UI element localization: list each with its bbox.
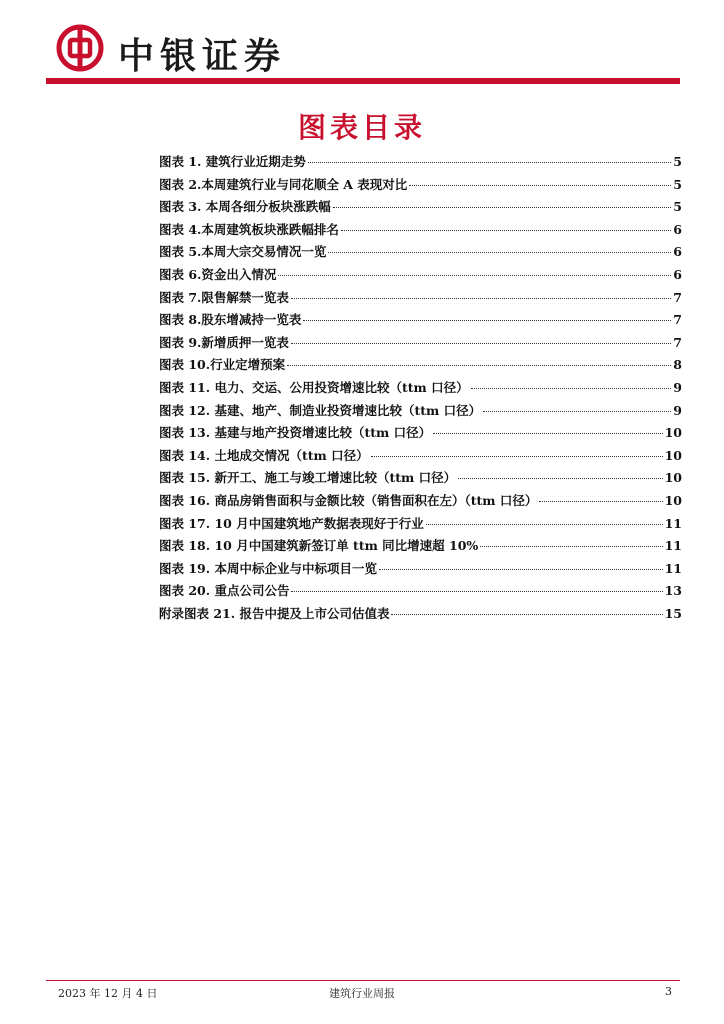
toc-dot-leader — [308, 162, 672, 163]
toc-entry-label[interactable]: 图表 2.本周建筑行业与同花顺全 A 表现对比 — [159, 176, 408, 192]
toc-entry-page[interactable]: 11 — [664, 515, 682, 531]
header-rule — [46, 78, 680, 84]
toc-entry[interactable] — [159, 242, 682, 265]
toc-entry-page[interactable]: 11 — [664, 560, 682, 576]
footer-date: 2023 年 12 月 4 日 — [58, 987, 158, 1000]
toc-dot-leader — [291, 591, 662, 592]
toc-entry[interactable] — [159, 175, 682, 198]
toc-entry[interactable] — [159, 310, 682, 333]
page-title: 图表目录 — [297, 111, 426, 144]
toc-entry-label[interactable]: 图表 1. 建筑行业近期走势 — [159, 154, 306, 169]
toc-entry-label[interactable]: 图表 6.资金出入情况 — [159, 266, 277, 282]
toc-entry-label[interactable]: 图表 4.本周建筑板块涨跌幅排名 — [159, 221, 339, 237]
toc-entry[interactable] — [159, 152, 682, 175]
toc-entry-label[interactable]: 图表 16. 商品房销售面积与金额比较（销售面积在左）（ttm 口径） — [159, 492, 538, 508]
toc-entry-label[interactable]: 图表 19. 本周中标企业与中标项目一览 — [159, 560, 377, 576]
toc-entry[interactable] — [159, 378, 682, 401]
toc-dot-leader — [278, 275, 671, 276]
toc-dot-leader — [391, 614, 662, 615]
toc-entry-page[interactable]: 10 — [664, 425, 682, 441]
toc-entry-label[interactable]: 图表 17. 10 月中国建筑地产数据表现好于行业 — [159, 515, 424, 531]
toc-entry-label[interactable]: 图表 12. 基建、地产、制造业投资增速比较（ttm 口径） — [159, 402, 482, 418]
toc-entry-label[interactable]: 图表 13. 基建与地产投资增速比较（ttm 口径） — [159, 425, 432, 441]
toc-entry-label[interactable]: 图表 7.限售解禁一览表 — [159, 289, 289, 305]
toc-entry-page[interactable]: 6 — [673, 244, 682, 260]
toc-entry-page[interactable]: 5 — [673, 176, 682, 192]
toc-dot-leader — [539, 501, 662, 502]
toc-dot-leader — [471, 388, 672, 389]
toc-entry-label[interactable]: 图表 10.行业定增预案 — [159, 357, 286, 373]
toc-dot-leader — [341, 230, 671, 231]
toc-entry-page[interactable]: 7 — [673, 312, 682, 328]
toc-entry-page[interactable]: 9 — [673, 402, 682, 418]
toc-entry[interactable] — [159, 333, 682, 356]
toc-entry[interactable] — [159, 423, 682, 446]
toc-dot-leader — [291, 298, 671, 299]
table-of-contents — [159, 152, 682, 626]
toc-entry-label[interactable]: 图表 8.股东增减持一览表 — [159, 312, 302, 328]
toc-entry-page[interactable]: 6 — [673, 221, 682, 237]
toc-entry[interactable] — [159, 288, 682, 311]
toc-entry-page[interactable]: 10 — [664, 492, 682, 508]
toc-entry-label[interactable]: 图表 5.本周大宗交易情况一览 — [159, 244, 327, 260]
page-header — [46, 20, 680, 82]
toc-dot-leader — [328, 252, 671, 253]
toc-entry[interactable] — [159, 491, 682, 514]
toc-entry-label[interactable]: 图表 9.新增质押一览表 — [159, 334, 289, 350]
toc-entry[interactable] — [159, 265, 682, 288]
toc-dot-leader — [287, 365, 671, 366]
toc-entry-label[interactable]: 图表 15. 新开工、施工与竣工增速比较（ttm 口径） — [159, 470, 457, 486]
toc-entry-label[interactable]: 图表 11. 电力、交运、公用投资增速比较（ttm 口径） — [159, 379, 469, 395]
toc-entry-page[interactable]: 5 — [673, 199, 682, 215]
toc-entry-label[interactable]: 图表 14. 土地成交情况（ttm 口径） — [159, 447, 369, 463]
toc-dot-leader — [379, 569, 663, 570]
toc-entry-label[interactable]: 图表 3. 本周各细分板块涨跌幅 — [159, 199, 331, 215]
toc-entry[interactable] — [159, 514, 682, 537]
toc-entry[interactable] — [159, 355, 682, 378]
toc-entry[interactable] — [159, 581, 682, 604]
toc-entry[interactable] — [159, 536, 682, 559]
bank-of-china-logo-icon — [56, 24, 104, 72]
toc-entry[interactable] — [159, 220, 682, 243]
toc-dot-leader — [291, 343, 671, 344]
toc-entry-label[interactable]: 附录图表 21. 报告中提及上市公司估值表 — [159, 605, 390, 621]
toc-entry-page[interactable]: 10 — [664, 447, 682, 463]
toc-entry-page[interactable]: 5 — [673, 154, 682, 169]
toc-entry[interactable] — [159, 197, 682, 220]
brand-name: 中银证券 — [118, 35, 287, 77]
toc-entry-page[interactable]: 10 — [664, 470, 682, 486]
toc-entry-page[interactable]: 11 — [664, 538, 682, 554]
toc-entry[interactable] — [159, 604, 682, 627]
toc-entry[interactable] — [159, 559, 682, 582]
toc-dot-leader — [409, 185, 671, 186]
toc-dot-leader — [458, 478, 663, 479]
footer-report-name: 建筑行业周报 — [329, 987, 395, 1000]
toc-entry-page[interactable]: 8 — [673, 357, 682, 373]
toc-dot-leader — [303, 320, 671, 321]
toc-entry-label[interactable]: 图表 20. 重点公司公告 — [159, 583, 290, 599]
toc-entry-page[interactable]: 15 — [664, 605, 682, 621]
toc-entry-page[interactable]: 7 — [673, 289, 682, 305]
toc-dot-leader — [483, 411, 671, 412]
toc-entry-label[interactable]: 图表 18. 10 月中国建筑新签订单 ttm 同比增速超 10% — [159, 538, 479, 554]
toc-entry-page[interactable]: 7 — [673, 334, 682, 350]
toc-entry[interactable] — [159, 401, 682, 424]
toc-entry-page[interactable]: 6 — [673, 266, 682, 282]
toc-dot-leader — [480, 546, 662, 547]
toc-entry-page[interactable]: 9 — [673, 379, 682, 395]
toc-dot-leader — [433, 433, 663, 434]
toc-dot-leader — [333, 207, 672, 208]
toc-entry[interactable] — [159, 468, 682, 491]
footer-rule — [46, 980, 680, 981]
toc-entry-page[interactable]: 13 — [664, 583, 682, 599]
toc-dot-leader — [371, 456, 663, 457]
toc-dot-leader — [426, 524, 663, 525]
toc-entry[interactable] — [159, 446, 682, 469]
footer-page-number: 3 — [665, 985, 672, 998]
